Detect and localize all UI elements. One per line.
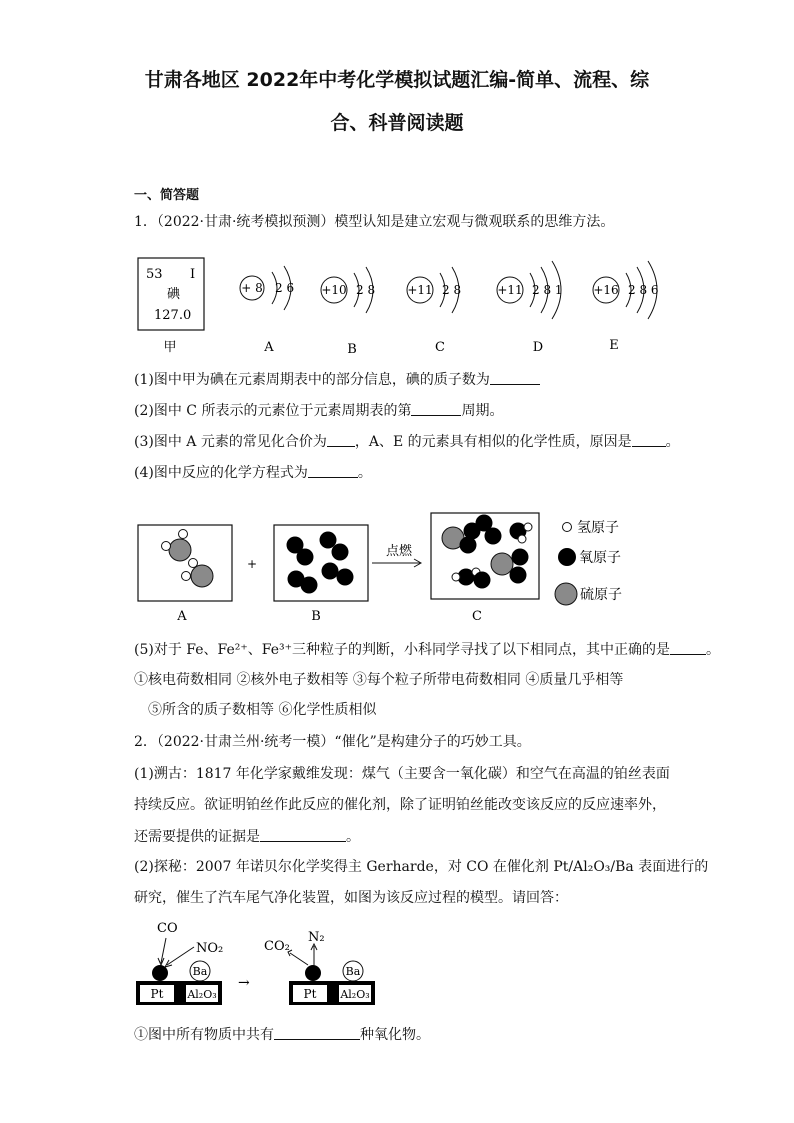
box-label-a: A — [177, 609, 187, 624]
atom-d-electrons: 2 8 1 — [532, 283, 563, 297]
oxygen-atom — [510, 567, 527, 584]
q1-options-row1: ①核电荷数相同 ②核外电子数相等 ③每个粒子所带电荷数相同 ④质量几乎相等 — [134, 672, 624, 688]
q2-subpart1: ①图中所有物质中共有 种氧化物。 — [134, 1027, 430, 1043]
label-a: A — [264, 340, 274, 355]
answer-blank — [411, 403, 461, 416]
co-label: CO — [157, 921, 178, 936]
answer-blank — [274, 1027, 360, 1040]
hydrogen-atom — [182, 572, 191, 581]
q1-part1: (1)图中甲为碘在元素周期表中的部分信息，碘的质子数为 — [134, 372, 540, 387]
answer-blank — [490, 372, 540, 385]
co2-label: CO₂ — [264, 939, 290, 954]
oxygen-atom — [485, 528, 502, 545]
plus-sign: + — [246, 557, 258, 571]
legend-hydrogen-icon — [563, 523, 572, 532]
box-label-b: B — [311, 609, 321, 624]
oxygen-atom — [460, 537, 477, 554]
q2-part2-line1: (2)探秘：2007 年诺贝尔化学奖得主 Gerharde，对 CO 在催化剂 Pt/Al₂O₃/Ba 表面进行的 — [134, 859, 709, 875]
label-d: D — [532, 340, 544, 355]
hydrogen-atom — [179, 530, 188, 539]
atom-c-charge: +11 — [407, 283, 433, 297]
label-b: B — [347, 342, 357, 357]
atom-d-charge: +11 — [497, 283, 523, 297]
answer-blank — [308, 465, 358, 478]
q2-stem: 2．（2022·甘肃兰州·统考一模）“催化”是构建分子的巧妙工具。 — [134, 734, 531, 750]
pt-label-right: Pt — [303, 987, 317, 1001]
catalyst-figure — [130, 915, 400, 1015]
answer-blank — [670, 642, 706, 655]
q1-part2: (2)图中 C 所表示的元素位于元素周期表的第 周期。 — [134, 403, 504, 419]
hydrogen-atom — [518, 535, 526, 543]
no2-label: NO₂ — [196, 941, 224, 956]
q2-part2-line2: 研究，催生了汽车尾气净化装置，如图为该反应过程的模型。请回答： — [134, 890, 568, 906]
n2-label: N₂ — [308, 930, 325, 945]
q1-part4: (4)图中反应的化学方程式为 。 — [134, 465, 372, 481]
atom-b-electrons: 2 8 — [356, 283, 376, 297]
sulfur-atom — [169, 539, 191, 561]
oxygen-atom — [512, 549, 529, 566]
legend-sulfur: 硫原子 — [580, 587, 622, 603]
q1-part3: (3)图中 A 元素的常见化合价为 ，A、E 的元素具有相似的化学性质，原因是 。 — [134, 434, 680, 450]
pt-label-left: Pt — [150, 987, 164, 1001]
sulfur-atom — [191, 565, 213, 587]
legend-sulfur-icon — [555, 583, 577, 605]
legend-oxygen: 氧原子 — [579, 550, 621, 566]
legend-oxygen-icon — [558, 548, 576, 566]
reaction-figure — [130, 505, 650, 625]
q1-options-row2: ⑤所含的质子数相等 ⑥化学性质相似 — [148, 702, 377, 718]
oxygen-atom — [322, 563, 339, 580]
atom-e — [593, 261, 659, 319]
oxygen-atom — [474, 572, 491, 589]
atom-a — [240, 266, 294, 310]
ba-label-left: Ba — [192, 965, 208, 978]
q2-part1-line1: (1)溯古：1817 年化学家戴维发现：煤气（主要含一氧化碳）和空气在高温的铂丝表面 — [134, 766, 670, 782]
legend-hydrogen: 氢原子 — [577, 520, 619, 536]
atom-e-charge: +16 — [593, 283, 619, 297]
atom-d — [497, 261, 563, 319]
oxygen-atom — [301, 577, 318, 594]
atom-c-electrons: 2 8 — [442, 283, 462, 297]
iodine-element-card — [138, 258, 204, 330]
al2o3-label-left: Al₂O₃ — [187, 988, 217, 1001]
oxygen-atom — [297, 549, 314, 566]
hydrogen-atom — [452, 573, 460, 581]
element-symbol: I — [190, 267, 196, 282]
page-title-line1: 甘肃各地区 2022年中考化学模拟试题汇编-简单、流程、综 — [144, 69, 650, 91]
answer-blank — [632, 434, 666, 447]
hydrogen-atom — [524, 523, 532, 531]
box-label-c: C — [472, 609, 482, 624]
q2-part1-line3: 还需要提供的证据是 。 — [134, 829, 360, 845]
label-e: E — [609, 338, 619, 353]
element-name: 碘 — [167, 287, 181, 302]
q1-part5: (5)对于 Fe、Fe²⁺、Fe³⁺三种粒子的判断，小科同学寻找了以下相同点，其中正确的是 。 — [134, 642, 720, 658]
transition-arrow: → — [238, 975, 250, 991]
oxygen-atom — [320, 532, 337, 549]
page-title-line2: 合、科普阅读题 — [330, 112, 464, 134]
hydrogen-atom — [162, 542, 171, 551]
atom-a-charge: + 8 — [241, 281, 263, 295]
label-c: C — [435, 340, 445, 355]
element-number: 53 — [146, 267, 163, 282]
section-heading: 一、简答题 — [134, 188, 200, 203]
atom-e-electrons: 2 8 6 — [628, 283, 659, 297]
label-jia: 甲 — [163, 340, 177, 355]
element-mass: 127.0 — [154, 308, 192, 323]
arrow-label: 点燃 — [386, 544, 413, 559]
atom-structure-figure — [130, 248, 670, 360]
hydrogen-atom — [189, 559, 198, 568]
al2o3-label-right: Al₂O₃ — [340, 988, 370, 1001]
oxygen-atom — [332, 544, 349, 561]
oxygen-atom — [337, 569, 354, 586]
atom-b-charge: +10 — [321, 283, 347, 297]
atom-c — [407, 267, 461, 313]
atom-b — [321, 267, 375, 313]
sulfur-atom — [491, 553, 513, 575]
ba-label-right: Ba — [345, 965, 361, 978]
atom-a-electrons: 2 6 — [275, 281, 295, 295]
answer-blank — [260, 829, 346, 842]
q2-part1-line2: 持续反应。欲证明铂丝作此反应的催化剂，除了证明铂丝能改变该反应的反应速率外， — [134, 797, 666, 813]
answer-blank — [327, 434, 355, 447]
q1-stem: 1．（2022·甘肃·统考模拟预测）模型认知是建立宏观与微观联系的思维方法。 — [134, 214, 615, 230]
